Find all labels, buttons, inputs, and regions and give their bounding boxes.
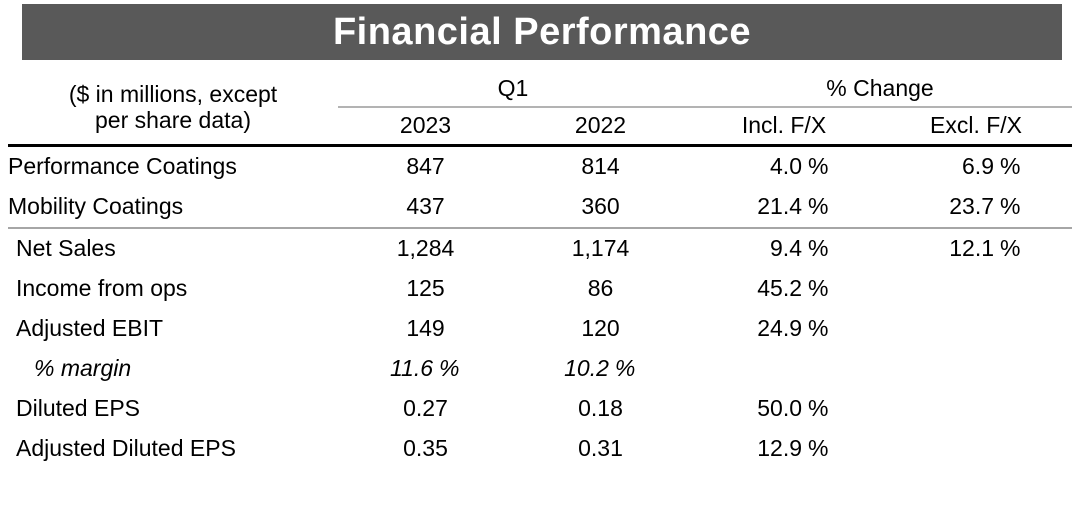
column-header-incl-fx: Incl. F/X <box>741 112 827 139</box>
row-value-2023: 847 <box>338 146 513 188</box>
row-value-2023: 149 <box>406 315 445 342</box>
row-label: % margin <box>34 355 132 382</box>
table-row <box>8 349 1072 389</box>
table-row <box>8 389 1072 429</box>
row-value-2023: 0.35 <box>403 435 448 462</box>
row-value-2023: 437 <box>406 193 445 220</box>
row-label: Mobility Coatings <box>8 193 184 220</box>
row-value-incl-fx: 12.9 % <box>757 435 829 462</box>
table-row <box>8 309 1072 349</box>
column-header-2023: 2023 <box>399 112 452 139</box>
column-header-excl-fx: Excl. F/X <box>930 112 1023 139</box>
row-value-2023: 0.27 <box>403 395 448 422</box>
table-row <box>8 228 1072 269</box>
table-row <box>8 187 1072 228</box>
unit-note-line-2: per share data) <box>95 107 251 133</box>
row-value-excl-fx: 12.1 % <box>880 228 1072 269</box>
row-value-excl-fx <box>880 309 1072 349</box>
row-value-2022: 120 <box>581 315 620 342</box>
row-value-excl-fx <box>880 389 1072 429</box>
row-value-excl-fx: 6.9 % <box>880 146 1072 188</box>
row-value-incl-fx: 50.0 % <box>757 395 829 422</box>
row-label: Adjusted Diluted EPS <box>16 435 236 462</box>
page-title: Financial Performance <box>332 11 752 53</box>
row-value-2022: 0.31 <box>578 435 623 462</box>
table-row <box>8 429 1072 469</box>
row-value-2022: 360 <box>581 193 620 220</box>
row-label: Diluted EPS <box>16 395 141 422</box>
row-value-2022: 86 <box>587 275 614 302</box>
row-value-excl-fx <box>880 269 1072 309</box>
group-header-quarter: Q1 <box>338 72 688 107</box>
row-value-incl-fx <box>688 349 880 389</box>
row-value-incl-fx: 9.4 % <box>688 228 880 269</box>
row-label: Income from ops <box>16 275 188 302</box>
table-row <box>8 269 1072 309</box>
financial-performance-table <box>8 72 1072 469</box>
row-label: Adjusted EBIT <box>16 315 164 342</box>
row-value-2022: 814 <box>513 146 688 188</box>
row-value-incl-fx: 24.9 % <box>757 315 829 342</box>
row-value-2022: 1,174 <box>513 228 688 269</box>
row-label: Net Sales <box>8 228 338 269</box>
row-value-2022: 0.18 <box>578 395 623 422</box>
row-value-excl-fx <box>880 429 1072 469</box>
column-header-2022: 2022 <box>574 112 627 139</box>
row-value-2023: 125 <box>406 275 445 302</box>
table-row <box>8 146 1072 188</box>
group-header-change: % Change <box>688 72 1072 107</box>
slide-title-banner <box>22 4 1062 60</box>
row-value-2023: 11.6 % <box>389 355 460 382</box>
row-value-incl-fx: 45.2 % <box>757 275 829 302</box>
row-value-incl-fx: 4.0 % <box>688 146 880 188</box>
row-value-2022: 10.2 % <box>564 355 636 382</box>
row-value-2023: 1,284 <box>338 228 513 269</box>
row-value-incl-fx: 21.4 % <box>757 193 829 220</box>
unit-note <box>8 72 338 146</box>
row-label: Performance Coatings <box>8 146 338 188</box>
row-value-excl-fx: 23.7 % <box>949 193 1021 220</box>
row-value-excl-fx <box>880 349 1072 389</box>
unit-note-line-1: ($ in millions, except <box>68 81 278 108</box>
table-header-group-row <box>8 72 1072 107</box>
